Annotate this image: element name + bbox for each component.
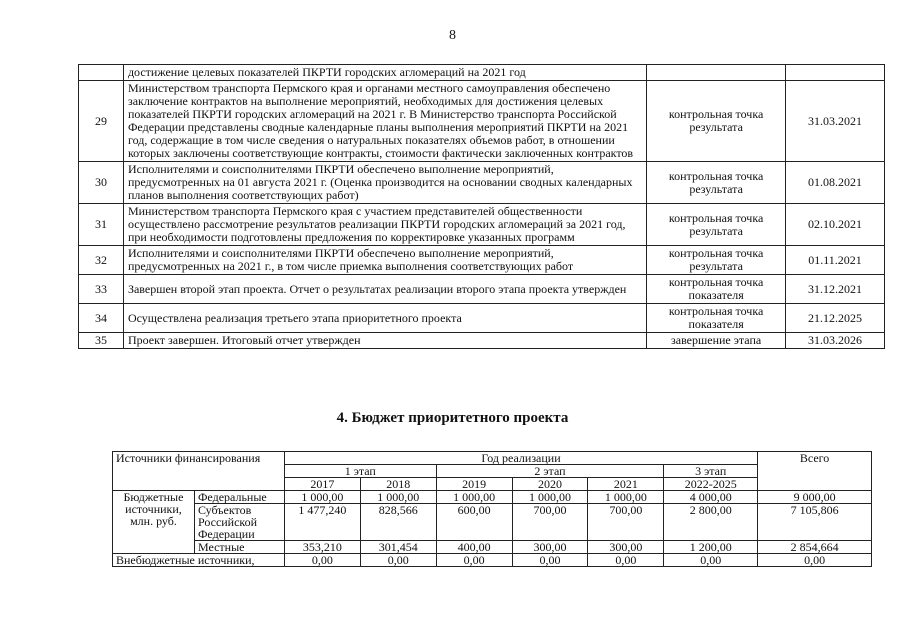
milestone-type: завершение этапа bbox=[647, 333, 786, 349]
cell: 0,00 bbox=[360, 554, 436, 567]
milestone-description: Министерством транспорта Пермского края и органами местного самоуправления обеспечено заключение контрактов на выполнение мероприятий, необходимых для достижения целевых показателей ПКРТИ городских агломераций на 2021 г. В Министерство транспорта Российской Федерации представлены сводные календарные планы выполнения мероприятий ПКРТИ на 2021 год, содержащие в том числе сведения о натуральных показателях объемов работ, в отношении которых заключены соответствующие контракты, стоимости фактически заключенных контрактов bbox=[123, 81, 646, 162]
cell: 353,210 bbox=[284, 541, 360, 554]
budget-row-local bbox=[113, 541, 872, 554]
cell: 0,00 bbox=[512, 554, 588, 567]
milestone-type: контрольная точка показателя bbox=[647, 275, 786, 304]
milestone-description: Осуществлена реализация третьего этапа приоритетного проекта bbox=[123, 304, 646, 333]
header-stage-1: 1 этап bbox=[284, 465, 436, 478]
year-2018: 2018 bbox=[360, 478, 436, 491]
cell: 0,00 bbox=[664, 554, 758, 567]
year-2022-2025: 2022-2025 bbox=[664, 478, 758, 491]
cell: 1 000,00 bbox=[588, 491, 664, 504]
cell: 600,00 bbox=[436, 504, 512, 541]
milestone-description: Завершен второй этап проекта. Отчет о результатах реализации второго этапа проекта утвержден bbox=[123, 275, 646, 304]
budget-row-federal bbox=[113, 491, 872, 504]
row-total: 7 105,806 bbox=[758, 504, 872, 541]
milestone-date: 01.08.2021 bbox=[786, 162, 885, 204]
milestone-number: 32 bbox=[79, 246, 124, 275]
budget-header-row-1 bbox=[113, 452, 872, 465]
cell: 301,454 bbox=[360, 541, 436, 554]
milestone-description: достижение целевых показателей ПКРТИ городских агломераций на 2021 год bbox=[123, 65, 646, 81]
milestone-number: 30 bbox=[79, 162, 124, 204]
cell: 828,566 bbox=[360, 504, 436, 541]
milestone-number: 35 bbox=[79, 333, 124, 349]
year-2017: 2017 bbox=[284, 478, 360, 491]
cell: 1 000,00 bbox=[284, 491, 360, 504]
milestone-number: 29 bbox=[79, 81, 124, 162]
cell: 0,00 bbox=[436, 554, 512, 567]
row-label: Местные bbox=[194, 541, 284, 554]
header-sources: Источники финансирования bbox=[113, 452, 285, 491]
page-number: 8 bbox=[449, 28, 456, 43]
milestone-description: Министерством транспорта Пермского края с участием представителей общественности осуществлено рассмотрение результатов реализации ПКРТИ городских агломераций за 2021 год, при необходимости подготовлены предложения по корректировке указанных программ bbox=[123, 204, 646, 246]
milestone-row bbox=[79, 246, 885, 275]
cell: 300,00 bbox=[588, 541, 664, 554]
milestones-table bbox=[78, 64, 885, 349]
header-stage-3: 3 этап bbox=[664, 465, 758, 478]
header-total: Всего bbox=[758, 452, 872, 491]
milestone-row bbox=[79, 204, 885, 246]
cell: 0,00 bbox=[284, 554, 360, 567]
row-label: Субъектов Российской Федерации bbox=[194, 504, 284, 541]
milestone-row bbox=[79, 275, 885, 304]
cell: 2 800,00 bbox=[664, 504, 758, 541]
row-total: 9 000,00 bbox=[758, 491, 872, 504]
milestone-date: 02.10.2021 bbox=[786, 204, 885, 246]
cell: 700,00 bbox=[512, 504, 588, 541]
budget-table bbox=[112, 451, 872, 567]
milestone-number bbox=[79, 65, 124, 81]
milestone-row bbox=[79, 81, 885, 162]
cell: 300,00 bbox=[512, 541, 588, 554]
milestone-date: 31.03.2026 bbox=[786, 333, 885, 349]
milestone-type bbox=[647, 65, 786, 81]
milestone-row bbox=[79, 304, 885, 333]
cell: 1 200,00 bbox=[664, 541, 758, 554]
milestone-date: 21.12.2025 bbox=[786, 304, 885, 333]
milestone-number: 33 bbox=[79, 275, 124, 304]
row-label: Внебюджетные источники, bbox=[113, 554, 285, 567]
cell: 1 000,00 bbox=[360, 491, 436, 504]
milestone-date: 31.03.2021 bbox=[786, 81, 885, 162]
year-2019: 2019 bbox=[436, 478, 512, 491]
milestone-description: Исполнителями и соисполнителями ПКРТИ обеспечено выполнение мероприятий, предусмотренных на 01 августа 2021 г. (Оценка производится на основании сводных календарных планов выполнения соответствующих работ) bbox=[123, 162, 646, 204]
milestone-type: контрольная точка результата bbox=[647, 162, 786, 204]
year-2021: 2021 bbox=[588, 478, 664, 491]
budget-group-label: Бюджетные источники, млн. руб. bbox=[113, 491, 195, 554]
milestone-description: Исполнителями и соисполнителями ПКРТИ обеспечено выполнение мероприятий, предусмотренных на 2021 г., в том числе приемка выполнения соответствующих работ bbox=[123, 246, 646, 275]
row-total: 2 854,664 bbox=[758, 541, 872, 554]
cell: 1 000,00 bbox=[436, 491, 512, 504]
year-2020: 2020 bbox=[512, 478, 588, 491]
milestone-number: 31 bbox=[79, 204, 124, 246]
cell: 1 000,00 bbox=[512, 491, 588, 504]
cell: 700,00 bbox=[588, 504, 664, 541]
row-label: Федеральные bbox=[194, 491, 284, 504]
milestone-description: Проект завершен. Итоговый отчет утвержден bbox=[123, 333, 646, 349]
milestone-date bbox=[786, 65, 885, 81]
milestone-row bbox=[79, 162, 885, 204]
milestone-date: 01.11.2021 bbox=[786, 246, 885, 275]
milestone-row bbox=[79, 65, 885, 81]
milestone-type: контрольная точка результата bbox=[647, 204, 786, 246]
milestone-type: контрольная точка результата bbox=[647, 246, 786, 275]
cell: 400,00 bbox=[436, 541, 512, 554]
cell: 4 000,00 bbox=[664, 491, 758, 504]
budget-section-title: 4. Бюджет приоритетного проекта bbox=[336, 410, 569, 426]
row-total: 0,00 bbox=[758, 554, 872, 567]
header-year: Год реализации bbox=[284, 452, 757, 465]
cell: 0,00 bbox=[588, 554, 664, 567]
budget-row-regional bbox=[113, 504, 872, 541]
cell: 1 477,240 bbox=[284, 504, 360, 541]
milestone-date: 31.12.2021 bbox=[786, 275, 885, 304]
milestone-type: контрольная точка результата bbox=[647, 81, 786, 162]
milestone-number: 34 bbox=[79, 304, 124, 333]
header-stage-2: 2 этап bbox=[436, 465, 664, 478]
milestone-row bbox=[79, 333, 885, 349]
budget-row-extrabudgetary bbox=[113, 554, 872, 567]
milestone-type: контрольная точка показателя bbox=[647, 304, 786, 333]
